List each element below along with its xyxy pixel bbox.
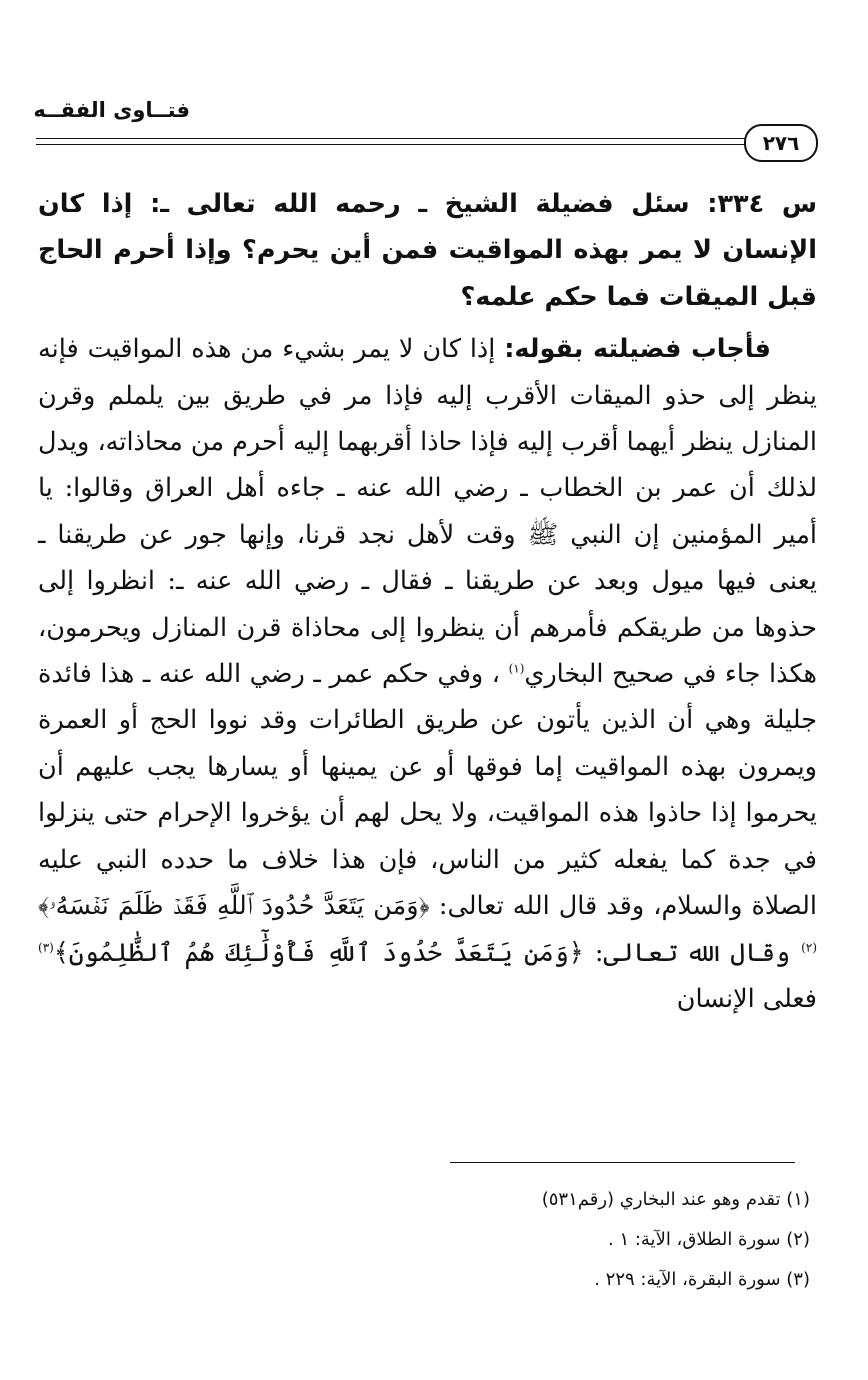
header-rule-top <box>36 138 756 139</box>
header-rule-bottom <box>36 144 756 145</box>
answer-text-1: إذا كان لا يمر بشيء من هذه المواقيت فإنه ينظر إلى حذو الميقات الأقرب إليه فإذا مر في طريق بين يلملم وقرن المنازل ينظر أيهما أقرب إليه فإذا حاذا أقربهما إليه أحرم من محاذاته، ويدل لذلك أن عمر بن الخطاب ـ رضي الله عنه ـ جاءه أهل العراق وقالوا: يا أمير المؤمنين إن النبي ﷺ وقت لأهل نجد قرنا، وإنها جور عن طريقنا ـ يعنى فيها ميول وبعد عن طريقنا ـ فقال ـ رضي الله عنه ـ: انظروا إلى حذوها من طريقكم فأمرهم أن ينظروا إلى محاذاة قرن المنازل ويحرمون، هكذا جاء في صحيح البخاري <box>38 334 817 690</box>
answer-lead: فأجاب فضيلته بقوله: <box>504 334 771 365</box>
answer-text-2: ، وفي حكم عمر ـ رضي الله عنه ـ هذا فائدة جليلة وهي أن الذين يأتون عن طريق الطائرات وقد نووا الحج أو العمرة ويمرون بهذه المواقيت إما فوقها أو عن يمينها أو يسارها يجب عليهم أن يحرموا إذا حاذوا هذه المواقيت، ولا يحل لهم أن يؤخروا الإحرام حتى ينزلوا في جدة كما يفعله كثير من الناس، فإن هذا خلاف ما حدده النبي عليه الصلاة والسلام، وقد قال الله تعالى: <box>38 659 817 922</box>
footnote-ref-3: (٣) <box>38 940 54 954</box>
footnote-2: (٢) سورة الطلاق، الآية: ١ . <box>608 1229 810 1250</box>
footnote-ref-1: (١) <box>508 661 525 676</box>
footnote-3: (٣) سورة البقرة، الآية: ٢٢٩ . <box>594 1269 810 1290</box>
running-title: فتــاوى الفقــه <box>33 98 190 122</box>
footnote-rule <box>450 1162 795 1163</box>
footnote-1: (١) تقدم وهو عند البخاري (رقم٥٣١) <box>541 1189 810 1210</box>
answer-text-3: وقال الله تعالى: <box>583 937 802 968</box>
question-paragraph: س ٣٣٤: سئل فضيلة الشيخ ـ رحمه الله تعالى ـ: إذا كان الإنسان لا يمر بهذه المواقيت فمن أين يحرم؟ وإذا أحرم الحاج قبل الميقات فما حكم علمه؟ <box>38 189 818 312</box>
answer-text-4: فعلى الإنسان <box>676 983 817 1014</box>
answer-paragraph <box>38 326 817 1022</box>
footnotes <box>300 1180 810 1300</box>
quran-verse-1: ﴿وَمَن يَتَعَدَّ حُدُودَ ٱللَّهِ فَقَدۡ ظَلَمَ نَفۡسَهُۥ﴾ <box>38 891 430 922</box>
quran-verse-2: ﴿وَمَن يَتَعَدَّ حُدُودَ ٱللَّهِ فَأُوْلَٰٓئِكَ هُمُ ٱلظَّٰلِمُونَ﴾ <box>53 937 584 968</box>
page-number: ٢٧٦ <box>744 124 818 162</box>
footnote-ref-2: (٢) <box>801 940 817 954</box>
main-text <box>38 181 817 1022</box>
